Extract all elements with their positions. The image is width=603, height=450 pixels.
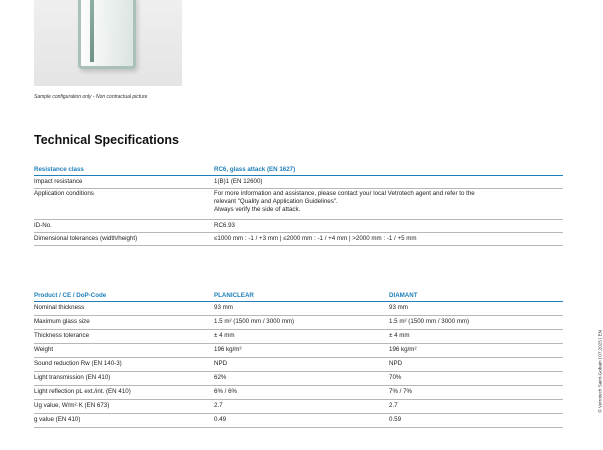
table-row bbox=[34, 316, 563, 330]
row-value-line: For more information and assistance, please contact your local Vetrotech agent and refer to the bbox=[214, 190, 475, 197]
row-label: Weight bbox=[34, 346, 54, 353]
row-label: Nominal thickness bbox=[34, 304, 85, 311]
copyright-side-text: © Vetrotech Saint-Gobain | 07.2025 | EN bbox=[598, 330, 603, 413]
row-value-planiclear: ± 4 mm bbox=[214, 332, 235, 339]
row-value-diamant: ± 4 mm bbox=[389, 332, 410, 339]
table-row bbox=[34, 400, 563, 414]
row-value-diamant: 1.5 m² (1500 mm / 3000 mm) bbox=[389, 318, 470, 325]
row-value-planiclear: 6% / 6% bbox=[214, 388, 238, 395]
table-row bbox=[34, 344, 563, 358]
row-value-diamant: 70% bbox=[389, 374, 402, 381]
row-value-diamant: 2.7 bbox=[389, 402, 398, 409]
section-title: Technical Specifications bbox=[34, 133, 179, 147]
row-value bbox=[214, 189, 475, 214]
row-value-planiclear: 1.5 m² (1500 mm / 3000 mm) bbox=[214, 318, 295, 325]
product-header-col2: DIAMANT bbox=[389, 292, 418, 299]
row-label: Impact resistance bbox=[34, 178, 83, 185]
product-header-col1: PLANICLEAR bbox=[214, 292, 254, 299]
row-value-line: Always verify the side of attack. bbox=[214, 206, 301, 213]
row-value: 1(B)1 (EN 12600) bbox=[214, 178, 263, 185]
row-label: Maximum glass size bbox=[34, 318, 90, 325]
specs-table bbox=[34, 164, 563, 246]
row-label: Sound reduction Rw (EN 140-3) bbox=[34, 360, 122, 367]
row-label: Thickness tolerance bbox=[34, 332, 90, 339]
product-header-label: Product / CE / DoP-Code bbox=[34, 292, 107, 299]
specs-header-label: Resistance class bbox=[34, 166, 84, 173]
row-value-diamant: 0.59 bbox=[389, 416, 402, 423]
row-value-planiclear: 2.7 bbox=[214, 402, 223, 409]
row-label: Application conditions bbox=[34, 190, 94, 197]
product-image bbox=[34, 0, 182, 86]
image-caption: Sample configuration only - Non contractual picture bbox=[34, 94, 148, 100]
row-value-line: relevant "Quality and Application Guidelines". bbox=[214, 198, 338, 205]
row-value-diamant: 7% / 7% bbox=[389, 388, 413, 395]
product-header-row bbox=[34, 290, 563, 302]
row-value: RC6.93 bbox=[214, 222, 235, 229]
row-label: Light transmission (EN 410) bbox=[34, 374, 111, 381]
row-value-planiclear: 93 mm bbox=[214, 304, 233, 311]
row-label: Light reflection pL ext./int. (EN 410) bbox=[34, 388, 131, 395]
table-row bbox=[34, 386, 563, 400]
table-row bbox=[34, 176, 563, 189]
row-value-planiclear: 196 kg/m² bbox=[214, 346, 242, 353]
specs-header-value: RC6, glass attack (EN 1627) bbox=[214, 166, 296, 173]
row-label: ID-No. bbox=[34, 222, 52, 229]
specs-header-row bbox=[34, 164, 563, 176]
row-label: Dimensional tolerances (width/height) bbox=[34, 235, 138, 242]
table-row bbox=[34, 414, 563, 428]
glass-sample-illustration bbox=[78, 0, 136, 69]
row-label: Ug value, W/m²·K (EN 673) bbox=[34, 402, 110, 409]
row-value-diamant: 93 mm bbox=[389, 304, 408, 311]
row-value-planiclear: 62% bbox=[214, 374, 227, 381]
table-row bbox=[34, 302, 563, 316]
table-row bbox=[34, 189, 563, 220]
row-label: g value (EN 410) bbox=[34, 416, 81, 423]
table-row bbox=[34, 330, 563, 344]
row-value: ≤1000 mm : -1 / +3 mm | ≤2000 mm : -1 / +4 mm | >2000 mm : -1 / +5 mm bbox=[214, 235, 417, 242]
glass-edge-illustration bbox=[90, 0, 94, 62]
table-row bbox=[34, 220, 563, 233]
product-table bbox=[34, 290, 563, 428]
row-value-diamant: 196 kg/m² bbox=[389, 346, 417, 353]
table-row bbox=[34, 372, 563, 386]
row-value-planiclear: NPD bbox=[214, 360, 228, 367]
table-row bbox=[34, 358, 563, 372]
table-row bbox=[34, 233, 563, 246]
row-value-planiclear: 0.49 bbox=[214, 416, 227, 423]
row-value-diamant: NPD bbox=[389, 360, 403, 367]
